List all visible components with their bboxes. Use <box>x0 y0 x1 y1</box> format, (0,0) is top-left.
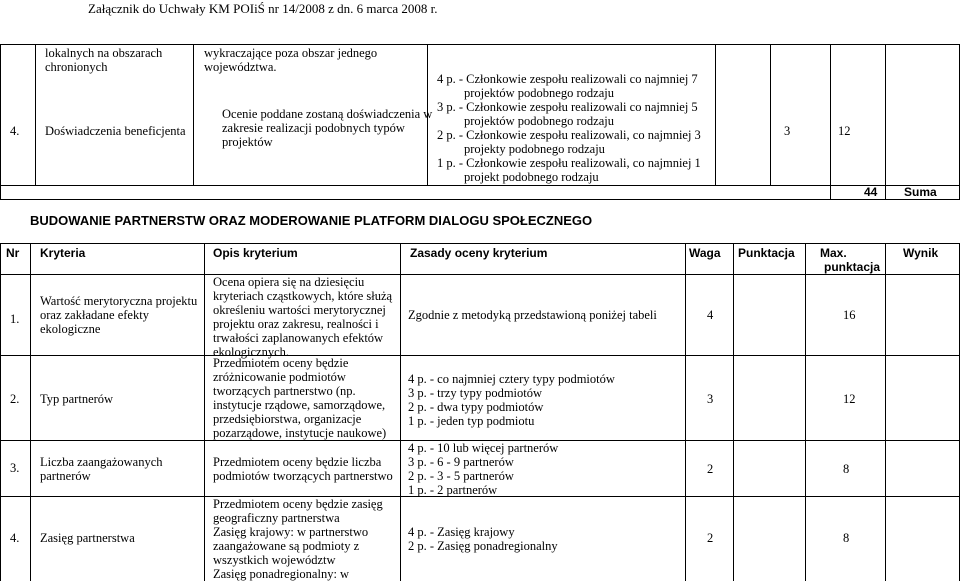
header-zasady: Zasady oceny kryterium <box>410 246 548 260</box>
table-border <box>400 243 401 581</box>
desc-line: Przedmiotem oceny będzie <box>213 356 349 370</box>
criterion-desc-line: zakresie realizacji podobnych typów <box>222 121 405 135</box>
weight-value: 3 <box>784 124 791 138</box>
prev-desc-line: wykraczające poza obszar jednego <box>204 46 378 60</box>
row-number: 3. <box>10 461 20 475</box>
sum-label: Suma <box>904 185 937 199</box>
rule-line: projekty podobnego rodzaju <box>464 142 605 156</box>
rule-line: Zgodnie z metodyką przedstawioną poniżej tabeli <box>408 308 657 322</box>
header-max-line1: Max. <box>820 246 847 260</box>
rule-line: 2 p. - Zasięg ponadregionalny <box>408 539 558 553</box>
table-border <box>0 243 1 581</box>
rule-line: 4 p. - co najmniej cztery typy podmiotów <box>408 372 615 386</box>
max-score-value: 8 <box>843 531 850 545</box>
rule-line: 3 p. - 6 - 9 partnerów <box>408 455 514 469</box>
rule-line: 1 p. - Członkowie zespołu realizowali, co najmniej 1 <box>437 156 701 170</box>
table-border <box>770 44 771 185</box>
rule-line: projektów podobnego rodzaju <box>464 86 614 100</box>
table-border <box>0 185 960 186</box>
table-border <box>0 355 960 356</box>
max-score-value: 12 <box>838 124 851 138</box>
header-nr: Nr <box>6 246 20 260</box>
desc-line: wszystkich województw <box>213 553 336 567</box>
desc-line: podmiotów tworzących partnerstwo <box>213 469 393 483</box>
rule-line: 2 p. - dwa typy podmiotów <box>408 400 544 414</box>
header-opis: Opis kryterium <box>213 246 298 260</box>
criterion-line: Zasięg partnerstwa <box>40 531 135 545</box>
desc-line: określeniu wartości merytorycznej <box>213 303 386 317</box>
table-border <box>204 243 205 581</box>
table-border <box>0 199 960 200</box>
max-score-value: 12 <box>843 392 856 406</box>
desc-line: Przedmiotem oceny będzie zasięg <box>213 497 383 511</box>
rule-line: 4 p. - Członkowie zespołu realizowali co najmniej 7 <box>437 72 698 86</box>
desc-line: Zasięg ponadregionalny: w <box>213 567 350 581</box>
rule-line: 2 p. - Członkowie zespołu realizowali, co najmniej 3 <box>437 128 701 142</box>
criterion-line: Liczba zaangażowanych <box>40 455 163 469</box>
desc-line: kryteriach cząstkowych, które służą <box>213 289 393 303</box>
criterion-desc-line: projektów <box>222 135 273 149</box>
rule-line: projektów podobnego rodzaju <box>464 114 614 128</box>
rule-line: 2 p. - 3 - 5 partnerów <box>408 469 514 483</box>
table-border <box>715 44 716 185</box>
desc-line: Zasięg krajowy: w partnerstwo <box>213 525 369 539</box>
weight-value: 2 <box>707 531 714 545</box>
prev-desc-line: województwa. <box>204 60 277 74</box>
table-border <box>0 243 960 244</box>
row-number: 1. <box>10 312 20 326</box>
desc-line: Ocena opiera się na dziesięciu <box>213 275 365 289</box>
criterion-line: Wartość merytoryczna projektu <box>40 294 198 308</box>
table-border <box>35 44 36 185</box>
row-number: 4. <box>10 124 20 138</box>
criterion-line: Typ partnerów <box>40 392 114 406</box>
max-score-value: 8 <box>843 462 850 476</box>
section-title: BUDOWANIE PARTNERSTW ORAZ MODEROWANIE PLATFORM DIALOGU SPOŁECZNEGO <box>30 213 593 228</box>
header-wynik: Wynik <box>903 246 939 260</box>
criterion-line: oraz zakładane efekty <box>40 308 149 322</box>
desc-line: geograficzny partnerstwa <box>213 511 340 525</box>
table-border <box>805 243 806 581</box>
criterion-line: partnerów <box>40 469 91 483</box>
rule-line: 4 p. - 10 lub więcej partnerów <box>408 441 559 455</box>
criterion-desc-line: Ocenie poddane zostaną doświadczenia w <box>222 107 433 121</box>
weight-value: 4 <box>707 308 714 322</box>
desc-line: przedsiębiorstwa, organizacje <box>213 412 362 426</box>
desc-line: pozarządowe, instytucje naukowe) <box>213 426 387 440</box>
criterion-name: Doświadczenia beneficjenta <box>45 124 186 138</box>
table-border <box>30 243 31 581</box>
weight-value: 3 <box>707 392 714 406</box>
weight-value: 2 <box>707 462 714 476</box>
desc-line: ekologicznych. <box>213 345 290 359</box>
desc-line: zaangażowane są podmioty z <box>213 539 360 553</box>
desc-line: trwałości zaplanowanych efektów <box>213 331 384 345</box>
rule-line: 4 p. - Zasięg krajowy <box>408 525 515 539</box>
table-border <box>885 44 886 199</box>
header-punktacja: Punktacja <box>738 246 795 260</box>
desc-line: zróżnicowanie podmiotów <box>213 370 346 384</box>
sum-value: 44 <box>864 185 878 199</box>
table-border <box>0 44 1 199</box>
row-number: 4. <box>10 531 20 545</box>
table-border <box>685 243 686 581</box>
desc-line: projektu oraz zakresu, realności i <box>213 317 379 331</box>
table-border <box>0 274 960 275</box>
table-border <box>733 243 734 581</box>
table-border <box>0 44 960 45</box>
table-border <box>830 44 831 199</box>
header-max-line2: punktacja <box>824 260 881 274</box>
criterion-line: ekologiczne <box>40 322 101 336</box>
desc-line: tworzących partnerstwo (np. <box>213 384 356 398</box>
header-waga: Waga <box>689 246 721 260</box>
max-score-value: 16 <box>843 308 856 322</box>
desc-line: instytucje rządowe, samorządowe, <box>213 398 386 412</box>
prev-criterion-line: lokalnych na obszarach <box>45 46 163 60</box>
rule-line: 1 p. - jeden typ podmiotu <box>408 414 535 428</box>
prev-criterion-line: chronionych <box>45 60 108 74</box>
rule-line: 3 p. - Członkowie zespołu realizowali co najmniej 5 <box>437 100 698 114</box>
header-kryteria: Kryteria <box>40 246 86 260</box>
desc-line: Przedmiotem oceny będzie liczba <box>213 455 382 469</box>
table-border <box>193 44 194 185</box>
table-border <box>885 243 886 581</box>
rule-line: 3 p. - trzy typy podmiotów <box>408 386 543 400</box>
rule-line: projekt podobnego rodzaju <box>464 170 599 184</box>
page-header: Załącznik do Uchwały KM POIiŚ nr 14/2008 z dn. 6 marca 2008 r. <box>88 1 438 16</box>
rule-line: 1 p. - 2 partnerów <box>408 483 498 497</box>
row-number: 2. <box>10 392 20 406</box>
